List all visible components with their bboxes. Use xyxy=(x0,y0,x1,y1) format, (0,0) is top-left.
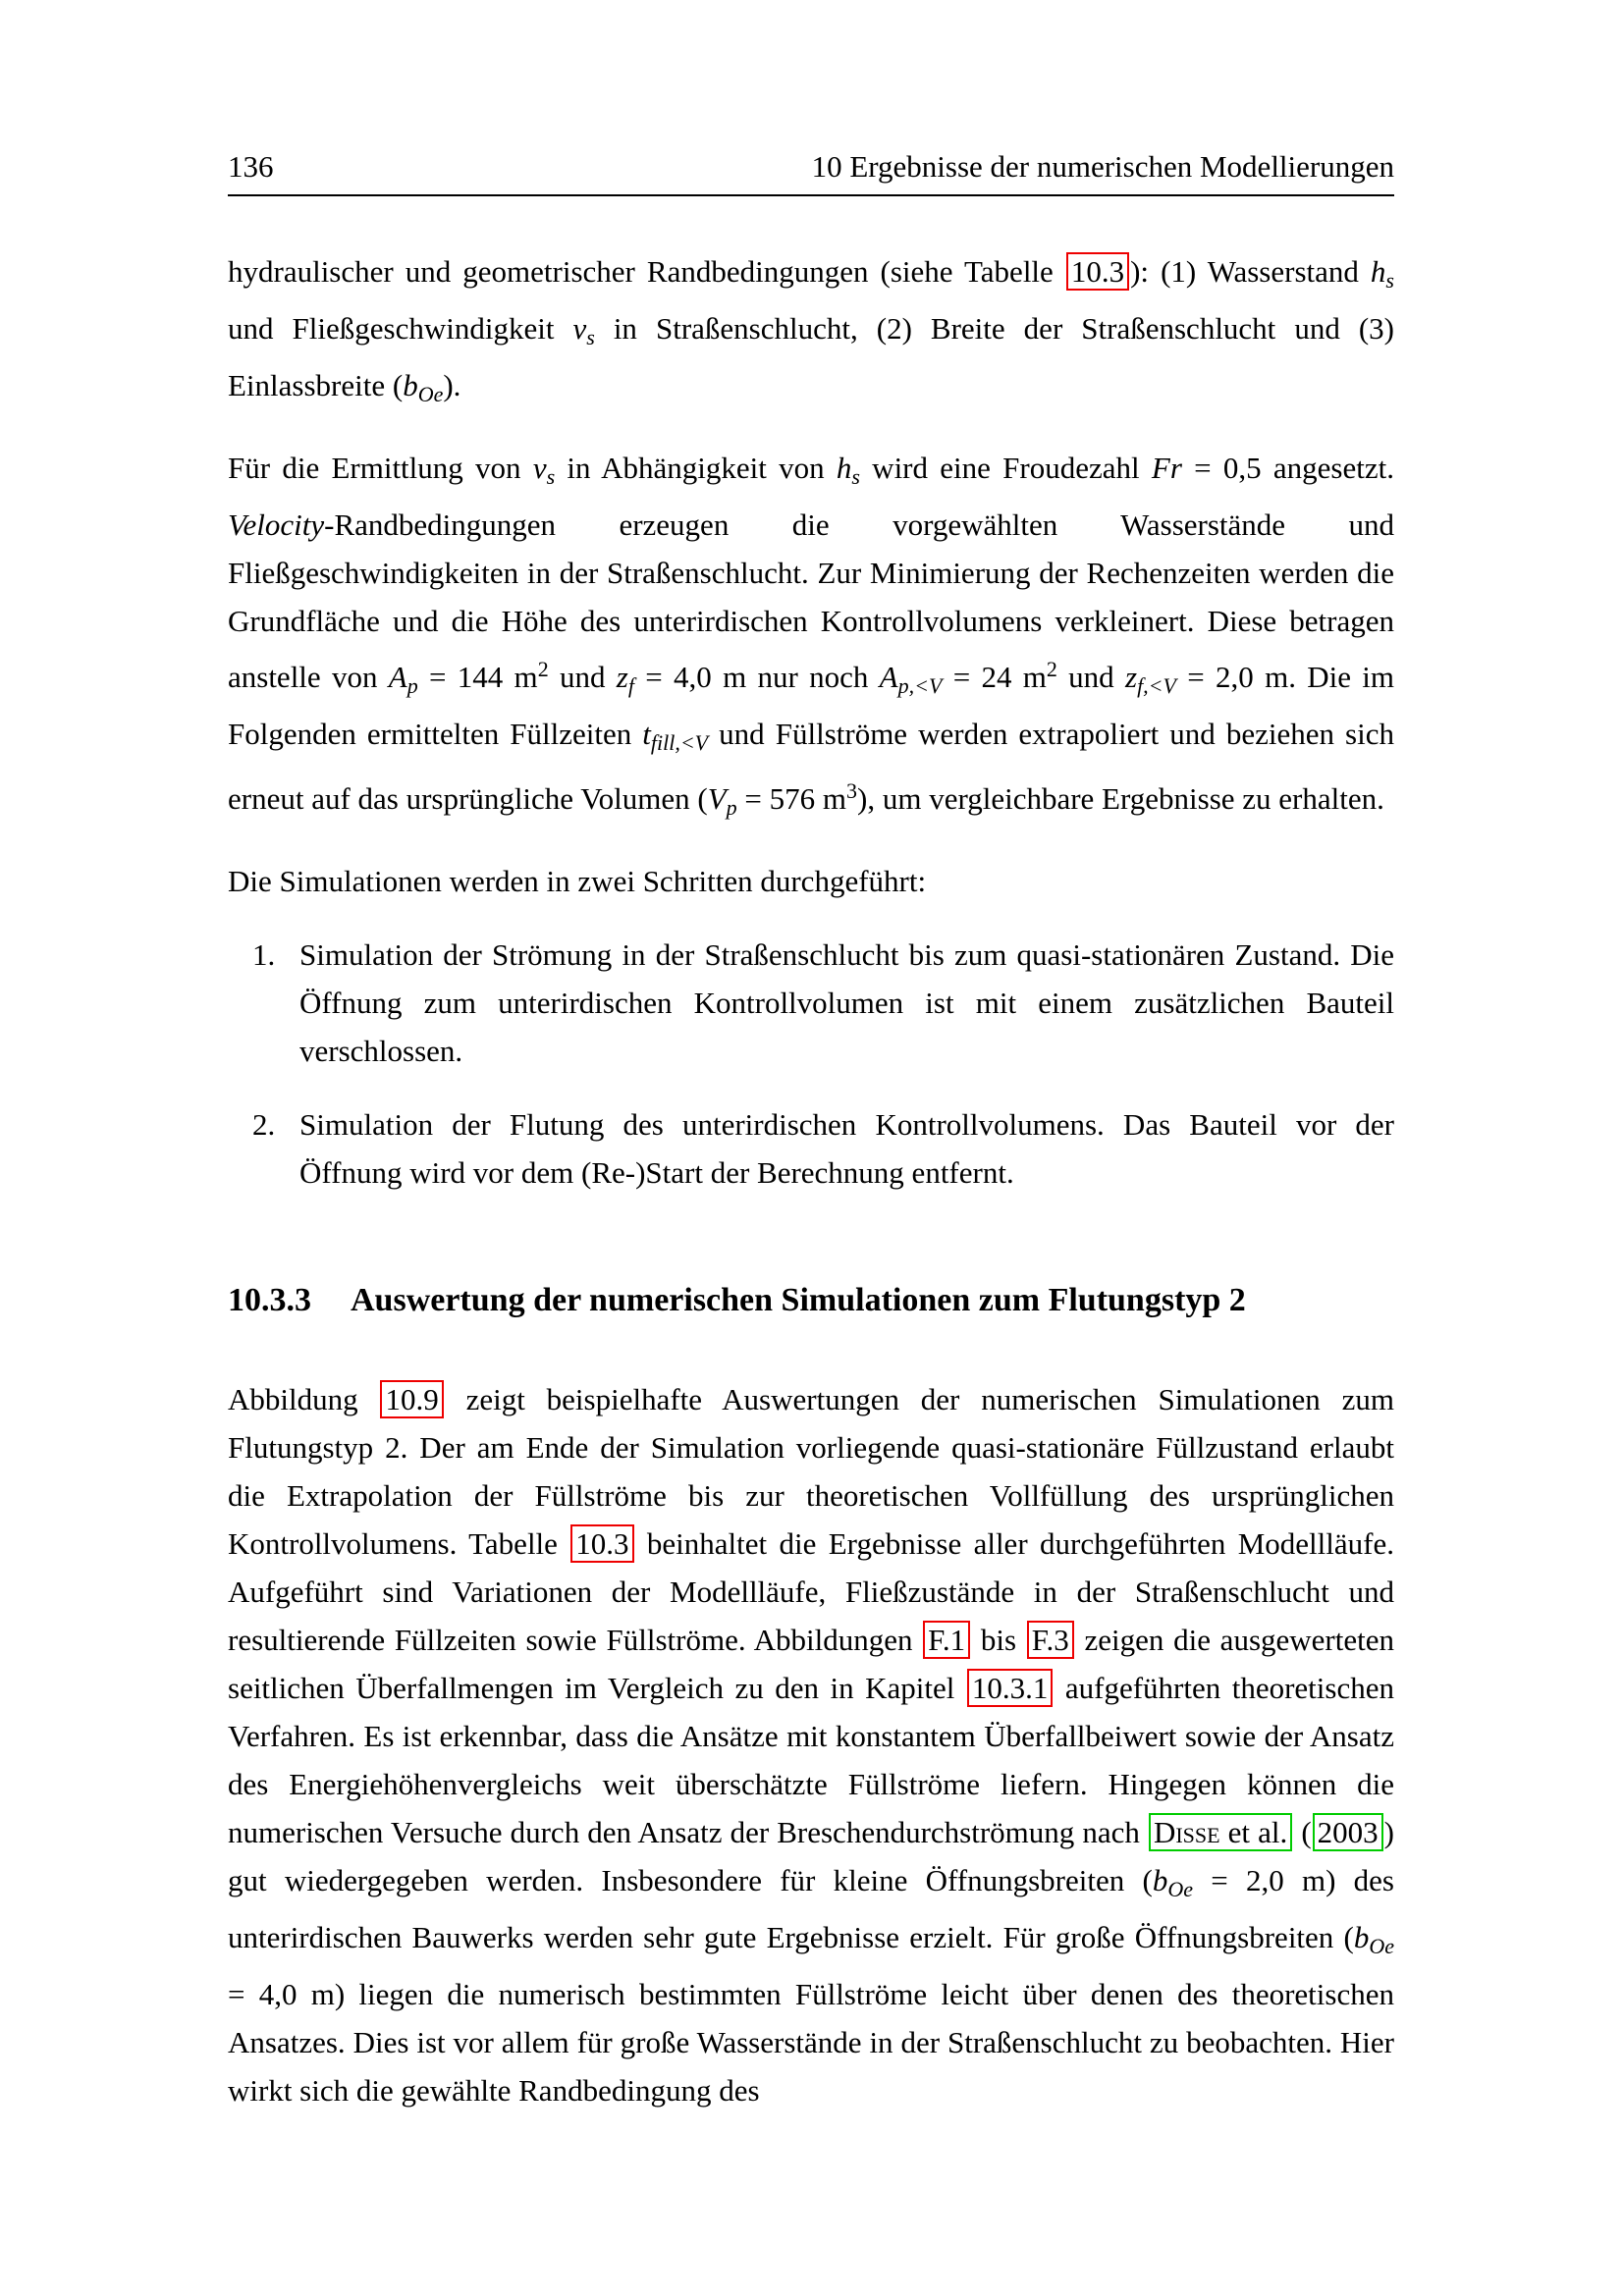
section-title: Auswertung der numerischen Simulationen zum Flutungstyp 2 xyxy=(351,1282,1246,1318)
header-rule xyxy=(228,194,1394,196)
paragraph-simulationsschritte-intro xyxy=(228,857,1394,905)
text-run: ). xyxy=(443,368,461,402)
text-sub: s xyxy=(586,325,595,349)
numbered-list xyxy=(228,931,1394,1197)
section-heading xyxy=(228,1279,1394,1322)
list-item-2-number: 2. xyxy=(252,1107,276,1142)
text-run: wird eine Froudezahl xyxy=(859,451,1152,485)
text-sub: s xyxy=(851,464,860,489)
link-tabelle-10.3[interactable] xyxy=(1066,252,1129,291)
page-number: 136 xyxy=(228,149,274,184)
text-sub: p xyxy=(406,673,418,698)
paragraph-auswertung xyxy=(228,1375,1394,2114)
running-chapter-title: 10 Ergebnisse der numerischen Modellierungen xyxy=(811,149,1394,184)
text-run: zeigen die ausgewerteten seitlichen Überfallmengen im Vergleich zu den in Kapitel xyxy=(228,1623,1394,1705)
link-abbildung-F.3[interactable] xyxy=(1027,1621,1074,1659)
text-run: Simulation der Flutung des unterirdischen Kontrollvolumens. Das Bauteil vor der Öffnung wird vor dem (Re-)Start der Berechnung entfernt. xyxy=(299,1107,1394,1190)
text-mi: Fr xyxy=(1151,451,1182,485)
text-sub: fill,<V xyxy=(650,730,709,755)
paragraph-froudezahl xyxy=(228,444,1394,831)
link-citation-year-2003[interactable] xyxy=(1313,1813,1383,1851)
text-sub: p xyxy=(726,795,737,820)
text-run: F.1 xyxy=(928,1623,966,1657)
text-mi: b xyxy=(1152,1863,1168,1897)
text-run: ( xyxy=(1293,1815,1312,1849)
text-run: beinhaltet die Ergebnisse aller durchgeführten Modellläufe. Aufgeführt sind Variationen der Modellläufe, Fließzustände in der Straßenschlucht und resultierende Füllzeiten sowie Füllströme. Abbildungen xyxy=(228,1526,1394,1657)
text-mi: v xyxy=(572,311,587,346)
text-mi: t xyxy=(642,717,651,751)
text-mi: h xyxy=(1370,254,1386,289)
text-run: hydraulischer und geometrischer Randbedingungen (siehe Tabelle xyxy=(228,254,1065,289)
text-run: und xyxy=(548,660,617,694)
text-run: = 576 m xyxy=(736,781,847,816)
text-run: = 144 m xyxy=(417,660,538,694)
text-run: und Füllströme werden extrapoliert und beziehen sich erneut auf das ursprüngliche Volumen ( xyxy=(228,717,1394,816)
text-sub: Oe xyxy=(1167,1877,1193,1901)
text-run: F.3 xyxy=(1031,1623,1069,1657)
text-mi: b xyxy=(1353,1920,1370,1954)
text-mi: A xyxy=(879,660,898,694)
text-run: und xyxy=(1056,660,1125,694)
text-run: = 0,5 angesetzt. xyxy=(1181,451,1394,485)
list-item-2 xyxy=(228,1100,1394,1197)
link-abbildung-F.1[interactable] xyxy=(923,1621,970,1659)
link-kapitel-10.3.1[interactable] xyxy=(967,1669,1054,1707)
link-tabelle-10.3[interactable] xyxy=(570,1524,633,1563)
text-run: Die Simulationen werden in zwei Schritten durchgeführt: xyxy=(228,864,927,898)
text-run: Abbildung xyxy=(228,1382,380,1416)
text-sub: s xyxy=(546,464,556,489)
text-run: = 4,0 m) liegen die numerisch bestimmten Füllströme leicht über denen des theoretischen Ansatzes. Dies ist vor allem für große Wasserstände in der Straßenschlucht zu beobachten. Hier wirkt sich die gewählte Randbedingung des xyxy=(228,1977,1394,2108)
text-run: ), um vergleichbare Ergebnisse zu erhalten. xyxy=(857,781,1384,816)
text-run: -Randbedingungen erzeugen die vorgewählten Wasserstände und Fließgeschwindigkeiten in der Straßenschlucht. Zur Minimierung der Rechenzeiten werden die Grundfläche und die Höhe des unterirdischen Kontrollvolumens verkleinert. Diese betragen anstelle von xyxy=(228,507,1394,694)
text-mi: h xyxy=(836,451,852,485)
text-run: = 2,0 m) des unterirdischen Bauwerks werden sehr gute Ergebnisse erzielt. Für große Öffnungsbreiten ( xyxy=(228,1863,1394,1954)
list-item-2-text xyxy=(299,1107,1394,1190)
text-run: = 24 m xyxy=(942,660,1047,694)
text-run: Simulation der Strömung in der Straßenschlucht bis zum quasi-stationären Zustand. Die Öffnung zum unterirdischen Kontrollvolumen ist mit einem zusätzlichen Bauteil verschlossen. xyxy=(299,937,1394,1068)
link-citation-disse-et-al[interactable] xyxy=(1149,1813,1292,1851)
text-mi: b xyxy=(403,368,418,402)
text-run: 10.9 xyxy=(385,1382,439,1416)
paragraph-randbedingungen xyxy=(228,247,1394,418)
text-run: 10.3 xyxy=(1070,254,1125,289)
text-sub: Oe xyxy=(1369,1934,1394,1958)
text-run: und Fließgeschwindigkeit xyxy=(228,311,573,346)
text-run: bis xyxy=(971,1623,1026,1657)
text-mi: z xyxy=(616,660,628,694)
running-header xyxy=(228,149,1394,185)
text-sup: 2 xyxy=(537,657,549,681)
text-run: ) gut wiedergegeben werden. Insbesondere für kleine Öffnungsbreiten ( xyxy=(228,1815,1394,1897)
text-run: ): (1) Wasserstand xyxy=(1130,254,1371,289)
section-number: 10.3.3 xyxy=(228,1282,311,1318)
text-sub: Oe xyxy=(417,382,444,406)
text-sub: f xyxy=(627,673,634,698)
text-sc: Disse xyxy=(1153,1815,1220,1849)
text-run: 2003 xyxy=(1317,1815,1379,1849)
text-run: aufgeführten theoretischen Verfahren. Es ist erkennbar, dass die Ansätze mit konstantem Überfallbeiwert sowie der Ansatz des Energiehöhenvergleichs weit überschätzte Füllströme liefern. Hingegen können die numerischen Versuche durch den Ansatz der Breschendurchströmung nach xyxy=(228,1671,1394,1849)
text-run: = 2,0 m. Die im Folgenden ermittelten Füllzeiten xyxy=(228,660,1395,751)
text-sub: s xyxy=(1385,268,1394,293)
text-mi: V xyxy=(707,781,727,816)
link-abbildung-10.9[interactable] xyxy=(380,1380,443,1418)
text-mi: v xyxy=(532,451,547,485)
text-run: Für die Ermittlung von xyxy=(228,451,533,485)
text-sub: f,<V xyxy=(1137,673,1176,698)
text-run: et al. xyxy=(1219,1815,1288,1849)
text-run: in Straßenschlucht, (2) Breite der Straßenschlucht und (3) Einlassbreite ( xyxy=(228,311,1394,402)
text-sup: 3 xyxy=(846,778,858,803)
text-sub: p,<V xyxy=(897,673,943,698)
page-body xyxy=(228,247,1394,2114)
text-run: 10.3 xyxy=(575,1526,629,1561)
text-run: in Abhängigkeit von xyxy=(555,451,837,485)
text-mi: z xyxy=(1124,660,1138,694)
list-item-1-number: 1. xyxy=(252,937,276,972)
text-run: = 4,0 m nur noch xyxy=(633,660,880,694)
text-mi: A xyxy=(388,660,407,694)
text-run: zeigt beispielhafte Auswertungen der numerischen Simulationen zum Flutungstyp 2. Der am Ende der Simulation vorliegende quasi-stationäre Füllzustand erlaubt die Extrapolation der Füllströme bis zur theoretischen Vollfüllung des ursprünglichen Kontrollvolumens. Tabelle xyxy=(228,1382,1394,1561)
text-sup: 2 xyxy=(1046,657,1057,681)
text-i: Velocity xyxy=(228,507,325,542)
text-run: 10.3.1 xyxy=(971,1671,1049,1705)
list-item-1-text xyxy=(299,937,1394,1068)
list-item-1 xyxy=(228,931,1394,1075)
